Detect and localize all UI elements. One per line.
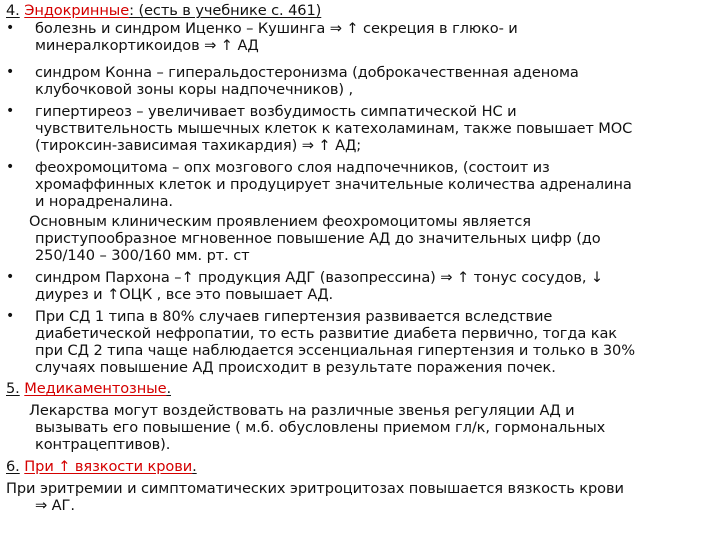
section-4-title: Эндокринные [24,2,130,19]
paragraph-3-line-1: При эритремии и симптоматических эритроцитозах повышается вязкость крови [6,480,624,497]
bullet-3-line-2: чувствительность мышечных клеток к катехоламинам, также повышает МОС [35,120,633,137]
paragraph-1-line-2: приступообразное мгновенное повышение АД до значительных цифр (до [35,230,601,247]
bullet-3-marker: • [6,103,15,119]
bullet-4-line-2: хромаффинных клеток и продуцирует значительные количества адреналина [35,176,632,193]
section-5-heading [6,380,171,397]
section-4-number: 4. [6,2,20,19]
bullet-2-marker: • [6,64,15,80]
bullet-3-line-1: гипертиреоз – увеличивает возбудимость симпатической НС и [35,103,517,120]
section-4-title-rest: : (есть в учебнике с. 461) [129,2,322,19]
bullet-4-line-3: и норадреналина. [35,193,173,210]
bullet-4-line-1: феохромоцитома – опх мозгового слоя надпочечников, (состоит из [35,159,550,176]
bullet-6-line-3: при СД 2 типа чаще наблюдается эссенциальная гипертензия и только в 30% [35,342,636,359]
section-5-title-rest: . [166,380,171,397]
bullet-1-line-1: болезнь и синдром Иценко – Кушинга ⇒ ↑ секреция в глюко- и [35,20,518,37]
section-5-number: 5. [6,380,20,397]
paragraph-1-line-1: Основным клиническим проявлением феохромоцитомы является [29,213,531,230]
section-6-heading [6,458,197,475]
section-6-title: При ↑ вязкости крови [24,458,193,475]
section-4-heading [6,2,321,19]
bullet-5-line-2: диурез и ↑ОЦК , все это повышает АД. [35,286,334,303]
bullet-5-marker: • [6,269,15,285]
bullet-2-line-2: клубочковой зоны коры надпочечников) , [35,81,354,98]
bullet-6-line-4: случаях повышение АД происходит в результате поражения почек. [35,359,556,376]
section-5-title: Медикаментозные [24,380,167,397]
bullet-6-marker: • [6,308,15,324]
section-6-title-rest: . [192,458,197,475]
bullet-2-line-1: синдром Конна – гиперальдостеронизма (доброкачественная аденома [35,64,579,81]
bullet-6-line-1: При СД 1 типа в 80% случаев гипертензия развивается вследствие [35,308,553,325]
paragraph-1-line-3: 250/140 – 300/160 мм. рт. ст [35,247,250,264]
bullet-6-line-2: диабетической нефропатии, то есть развитие диабета первично, тогда как [35,325,618,342]
section-6-number: 6. [6,458,20,475]
paragraph-3-line-2: ⇒ АГ. [35,497,75,514]
bullet-3-line-3: (тироксин-зависимая тахикардия) ⇒ ↑ АД; [35,137,362,154]
paragraph-2-line-2: вызывать его повышение ( м.б. обусловлены приемом гл/к, гормональных [35,419,606,436]
bullet-1-line-2: минералкортикоидов ⇒ ↑ АД [35,37,259,54]
bullet-4-marker: • [6,159,15,175]
bullet-5-line-1: синдром Пархона –↑ продукция АДГ (вазопрессина) ⇒ ↑ тонус сосудов, ↓ [35,269,604,286]
bullet-1-marker: • [6,20,15,36]
paragraph-2-line-1: Лекарства могут воздействовать на различные звенья регуляции АД и [29,402,575,419]
paragraph-2-line-3: контрацептивов). [35,436,171,453]
